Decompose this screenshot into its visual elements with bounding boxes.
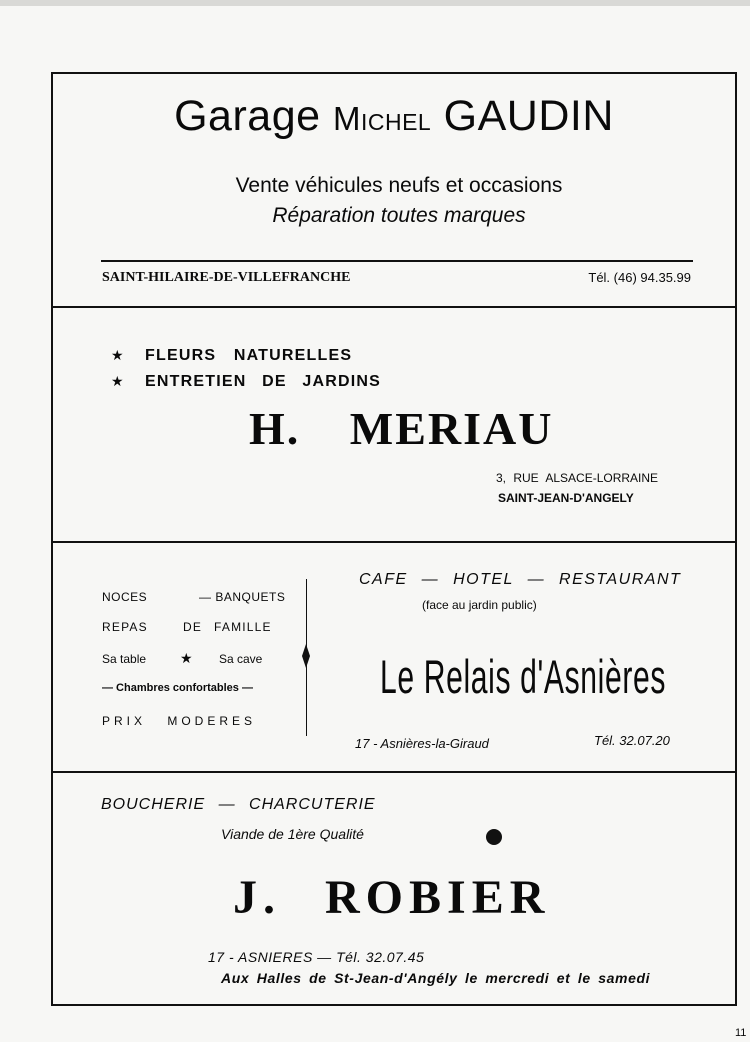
garage-title: Garage Michel GAUDIN [174,92,614,140]
garage-phone: Tél. (46) 94.35.99 [588,270,691,285]
garage-service-line: Vente véhicules neufs et occasions [235,174,563,197]
relais-table: Sa table [102,652,147,666]
garage-rule [101,260,693,262]
garage-repair-line: Réparation toutes marques [272,204,526,227]
meriau-name: H. MERIAU [249,403,554,454]
robier-address: 17 - ASNIERES — Tél. 32.07.45 [208,949,425,965]
bullet-dot-icon [486,829,502,845]
meriau-service-gardens: ENTRETIEN DE JARDINS [145,373,382,390]
relais-famille: FAMILLE [214,620,272,634]
relais-banquets: — BANQUETS [199,590,286,604]
robier-quality: Viande de 1ère Qualité [221,826,364,842]
relais-name: Le Relais d'Asnières [380,650,667,703]
meriau-town: SAINT-JEAN-D'ANGELY [498,491,634,505]
relais-repas: REPAS [102,620,148,634]
relais-phone: Tél. 32.07.20 [594,733,670,748]
relais-de: DE [183,620,203,634]
relais-heading: CAFE — HOTEL — RESTAURANT [359,571,682,588]
page-edge [0,0,750,6]
ad-garage-gaudin [53,74,735,307]
robier-name: J. ROBIER [233,871,551,924]
relais-cave: Sa cave [219,652,263,666]
star-icon: ★ [111,373,124,389]
relais-address: 17 - Asnières-la-Giraud [355,736,489,751]
relais-chambres: — Chambres confortables — [102,682,253,694]
meriau-service-flowers: FLEURS NATURELLES [145,347,353,364]
diamond-ornament-icon [302,644,310,668]
relais-noces: NOCES [102,590,148,604]
star-icon: ★ [111,347,124,363]
title-smallcaps: Michel [332,100,432,137]
star-icon: ★ [180,650,193,666]
relais-subheading: (face au jardin public) [422,598,537,612]
relais-prix: PRIX MODERES [102,714,257,728]
page-number: 11 [735,1027,747,1039]
robier-market-days: Aux Halles de St-Jean-d'Angély le mercredi et le samedi [221,970,651,986]
meriau-street: 3, RUE ALSACE-LORRAINE [496,471,659,485]
section-divider [53,541,735,543]
garage-location: SAINT-HILAIRE-DE-VILLEFRANCHE [102,270,351,285]
section-divider [53,771,735,773]
robier-heading: BOUCHERIE — CHARCUTERIE [101,796,376,813]
section-divider [53,306,735,308]
advertisement-frame [51,72,737,1006]
